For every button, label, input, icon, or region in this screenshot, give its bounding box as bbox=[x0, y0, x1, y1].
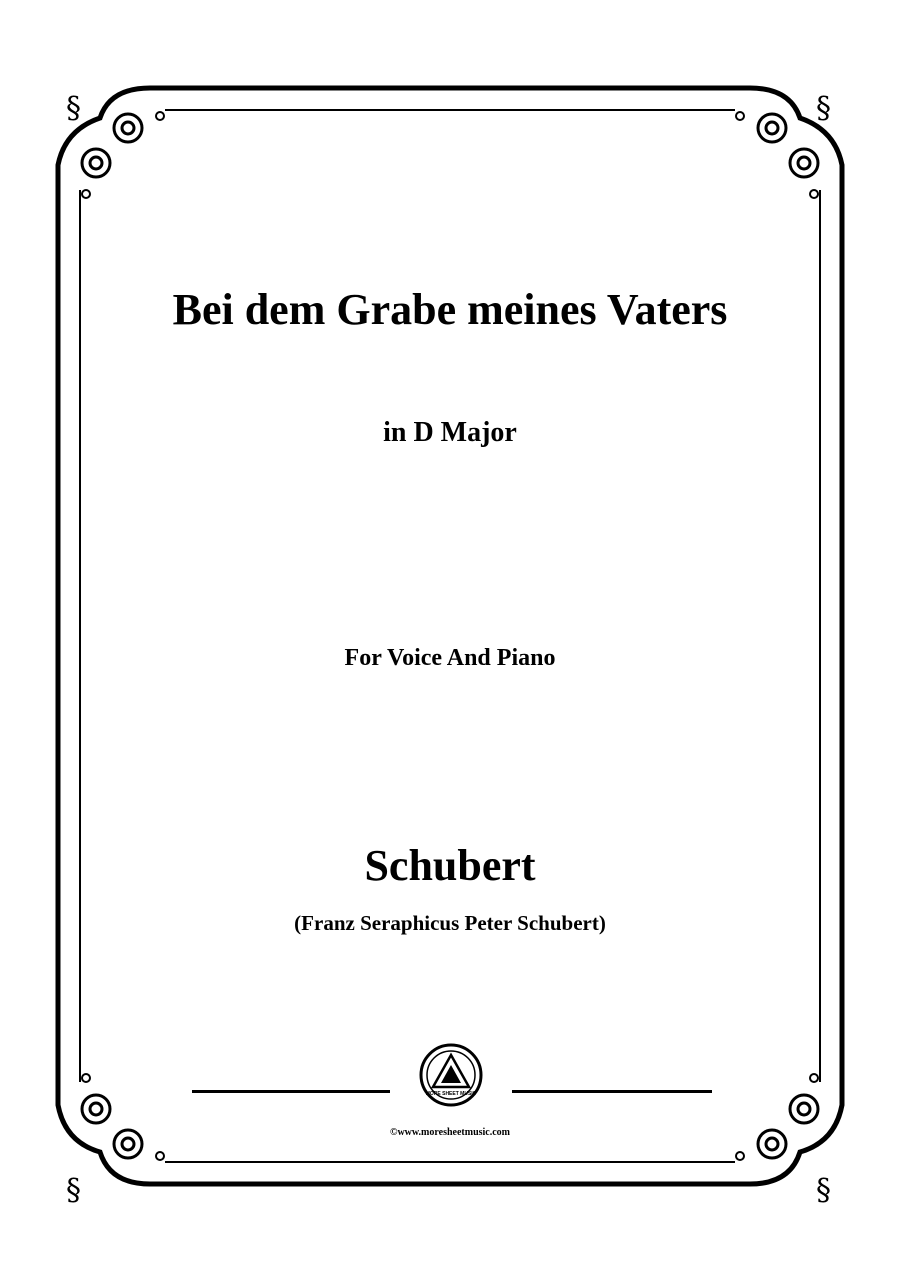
composer-full-name: (Franz Seraphicus Peter Schubert) bbox=[294, 911, 606, 935]
publisher-caption: ©www.moresheetmusic.com bbox=[389, 1127, 511, 1138]
score-instrumentation: For Voice And Piano bbox=[344, 645, 556, 671]
corner-ornament-bottom-right: § bbox=[816, 1173, 831, 1208]
footer-rule-right bbox=[512, 1090, 712, 1093]
score-title: Bei dem Grabe meines Vaters bbox=[172, 285, 728, 334]
corner-ornament-top-left: § bbox=[66, 91, 81, 126]
corner-ornament-top-right: § bbox=[816, 91, 831, 126]
publisher-logo-text: MORE SHEET MUSIC bbox=[425, 1091, 477, 1097]
composer-name: Schubert bbox=[364, 841, 536, 890]
publisher-logo-icon bbox=[419, 1043, 483, 1107]
score-key: in D Major bbox=[383, 417, 517, 448]
corner-ornament-bottom-left: § bbox=[66, 1173, 81, 1208]
footer-rule-left bbox=[192, 1090, 390, 1093]
